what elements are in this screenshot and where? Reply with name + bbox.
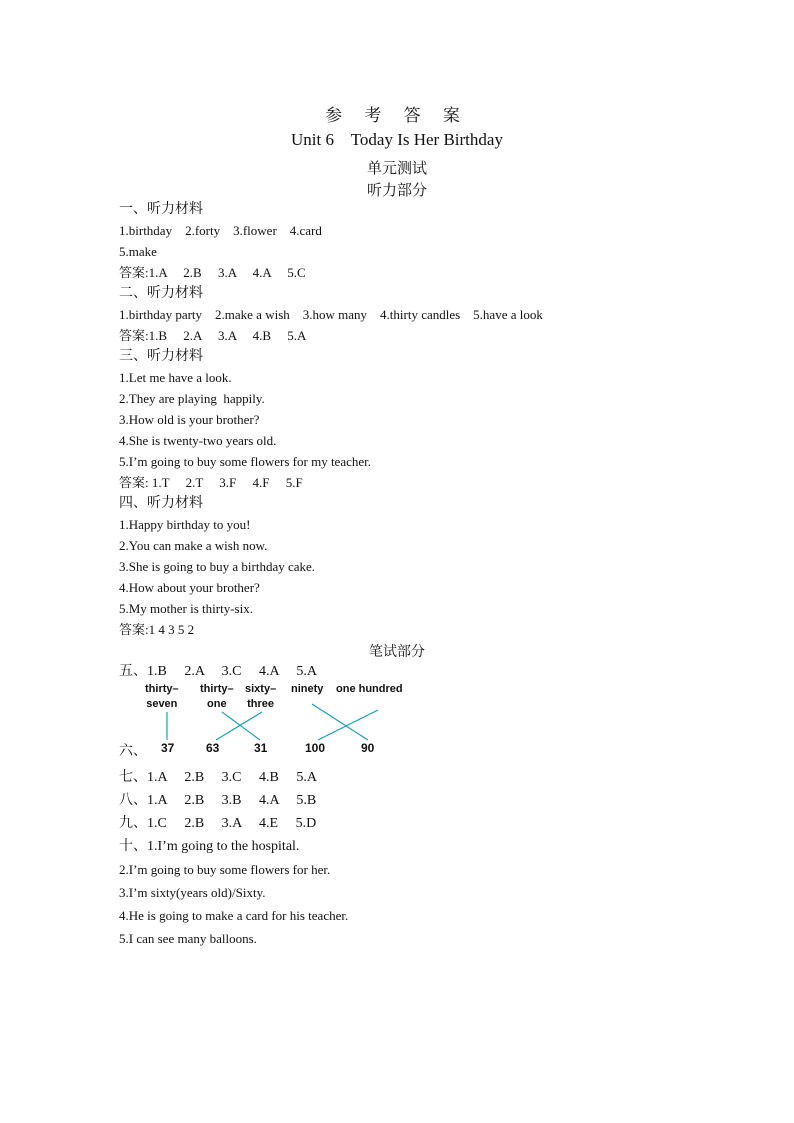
section-4-answer: 答案:1 4 3 5 2 — [119, 622, 195, 637]
matching-number: 100 — [305, 741, 326, 755]
section-1-line-2: 5.make — [119, 244, 157, 259]
matching-number: 31 — [254, 741, 268, 755]
matching-word: ninety — [291, 683, 324, 695]
section-5-answer: 五、1.B 2.A 3.C 4.A 5.A — [119, 664, 317, 679]
match-line — [312, 704, 368, 740]
section-4-item: 1.Happy birthday to you! — [119, 517, 251, 532]
section-10-item: 2.I’m going to buy some flowers for her. — [119, 862, 331, 877]
section-1-answer: 答案:1.A 2.B 3.A 4.A 5.C — [119, 265, 306, 280]
section-7-answer: 七、1.A 2.B 3.C 4.B 5.A — [119, 770, 317, 785]
section-10-item: 十、1.I’m going to the hospital. — [119, 839, 300, 854]
matching-word: thirty– one — [200, 683, 234, 710]
section-3-answer: 答案: 1.T 2.T 3.F 4.F 5.F — [119, 475, 303, 490]
matching-word: one hundred — [336, 683, 403, 695]
section-6-label: 六、 — [119, 744, 147, 759]
matching-number: 63 — [206, 741, 220, 755]
section-3-item: 4.She is twenty-two years old. — [119, 433, 277, 448]
section-3-title: 三、听力材料 — [119, 349, 203, 364]
section-1-title: 一、听力材料 — [119, 202, 203, 217]
section-2-line-1: 1.birthday party 2.make a wish 3.how many 4.thirty candles 5.have a look — [119, 307, 543, 322]
matching-number: 37 — [161, 741, 175, 755]
section-8-answer: 八、1.A 2.B 3.B 4.A 5.B — [119, 793, 317, 808]
section-4-item: 4.How about your brother? — [119, 580, 260, 595]
section-10-item: 5.I can see many balloons. — [119, 931, 257, 946]
section-3-item: 3.How old is your brother? — [119, 412, 260, 427]
matching-word: sixty– three — [245, 683, 277, 710]
test-subtitle: 单元测试 — [366, 161, 427, 177]
matching-word: thirty– seven — [145, 683, 179, 710]
section-3-item: 1.Let me have a look. — [119, 370, 232, 385]
section-4-item: 5.My mother is thirty-six. — [119, 601, 253, 616]
section-2-answer: 答案:1.B 2.A 3.A 4.B 5.A — [119, 328, 307, 343]
unit-title: Unit 6 Today Is Her Birthday — [291, 130, 503, 149]
section-9-answer: 九、1.C 2.B 3.A 4.E 5.D — [119, 816, 317, 831]
section-4-item: 3.She is going to buy a birthday cake. — [119, 559, 316, 574]
listening-part-heading: 听力部分 — [366, 183, 427, 199]
section-1-line-1: 1.birthday 2.forty 3.flower 4.card — [119, 223, 322, 238]
match-line — [318, 710, 378, 740]
section-10-item: 3.I’m sixty(years old)/Sixty. — [119, 885, 266, 900]
section-4-title: 四、听力材料 — [119, 496, 203, 511]
section-10-item: 4.He is going to make a card for his teacher. — [119, 908, 349, 923]
written-part-heading: 笔试部分 — [369, 645, 425, 660]
section-2-title: 二、听力材料 — [119, 286, 203, 301]
section-4-item: 2.You can make a wish now. — [119, 538, 268, 553]
page-title: 参 考 答 案 — [325, 106, 469, 125]
section-3-item: 5.I’m going to buy some flowers for my teacher. — [119, 454, 371, 469]
section-3-item: 2.They are playing happily. — [119, 391, 265, 406]
matching-number: 90 — [361, 741, 375, 755]
